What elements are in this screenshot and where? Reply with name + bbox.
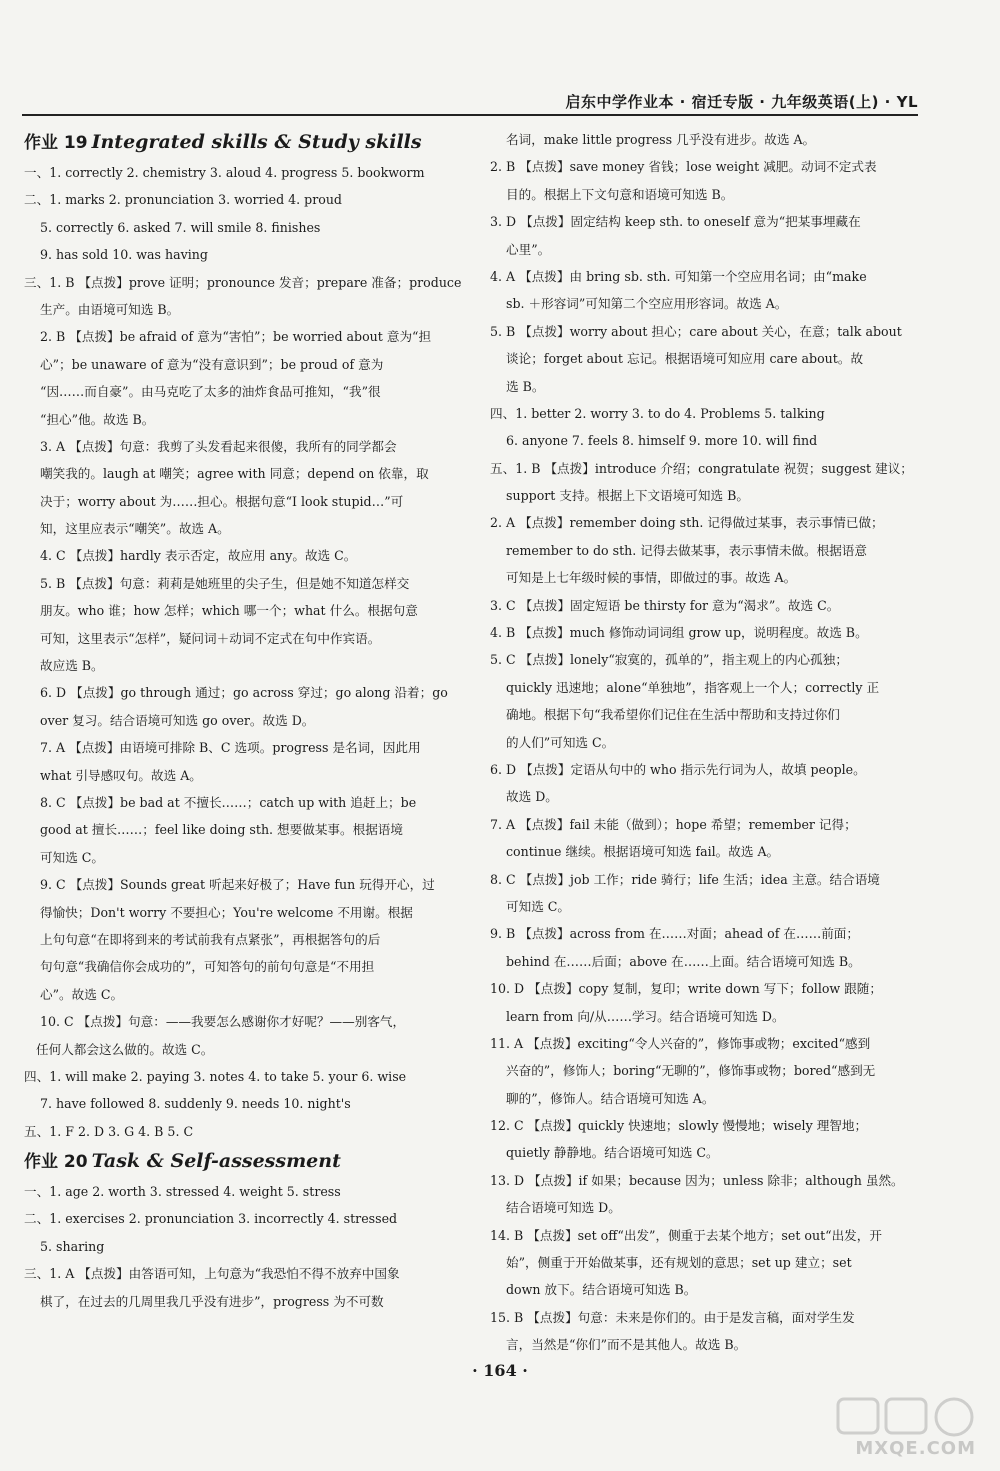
answer-line: 3. D 【点拨】固定结构 keep sth. to oneself 意为“把某事埋藏在 (490, 214, 861, 230)
answer-line: 14. B 【点拨】set off“出发”，侧重于去某个地方；set out“出发，开 (490, 1227, 882, 1243)
answer-line: 名词，make little progress 几乎没有进步。故选 A。 (506, 132, 816, 147)
section-number: 作业 19 (24, 133, 88, 153)
answer-line: 始”，侧重于开始做某事，还有规划的意思；set up 建立；set (506, 1255, 852, 1271)
answer-line: 7. A 【点拨】由语境可排除 B、C 选项。progress 是名词，因此用 (40, 740, 421, 756)
answer-line: 句句意“我确信你会成功的”，可知答句的前句句意是“不用担 (40, 959, 375, 975)
answer-line: 5. sharing (40, 1238, 105, 1254)
section-number: 作业 20 (24, 1152, 88, 1173)
answer-line: 6. D 【点拨】定语从句中的 who 指示先行词为人，故填 people。 (490, 761, 866, 777)
answer-line: 心里”。 (506, 241, 551, 257)
answer-line: what 引导感叹句。故选 A。 (40, 767, 202, 783)
answer-line: 结合语境可知选 D。 (506, 1200, 621, 1216)
answer-line: 12. C 【点拨】quickly 快速地；slowly 慢慢地；wisely 理智地； (490, 1118, 868, 1134)
answer-line: 三、1. B 【点拨】prove 证明；pronounce 发音；prepare 准备；produce (24, 274, 462, 290)
answer-line: 知，这里应表示“嘲笑”。故选 A。 (40, 521, 230, 537)
watermark-text: MXQE.COM (855, 1438, 976, 1459)
answer-line: learn from 向/从……学习。结合语境可知选 D。 (506, 1008, 785, 1024)
answer-line: 嘲笑我的。laugh at 嘲笑；agree with 同意；depend on 依靠，取 (40, 466, 429, 482)
answer-line: 言，当然是“你们”而不是其他人。故选 B。 (506, 1337, 747, 1353)
answer-line: 6. anyone 7. feels 8. himself 9. more 10. will find (506, 433, 818, 449)
answer-line: 二、1. marks 2. pronunciation 3. worried 4. proud (24, 192, 342, 208)
answer-line: sb. ＋形容词”可知第二个空应用形容词。故选 A。 (506, 296, 788, 312)
answer-line: 确地。根据下句“我希望你们记住在生活中帮助和支持过你们 (506, 707, 840, 723)
answer-line: 7. A 【点拨】fail 未能（做到）；hope 希望；remember 记得； (490, 816, 857, 832)
answer-line: 2. B 【点拨】save money 省钱；lose weight 减肥。动词不定式表 (490, 159, 877, 175)
answer-line: “担心”他。故选 B。 (40, 411, 155, 427)
answer-line: continue 继续。根据语境可知选 fail。故选 A。 (506, 844, 780, 860)
section-title: Integrated skills & Study skills (91, 131, 422, 153)
answer-line: 目的。根据上下文句意和语境可知选 B。 (506, 186, 734, 202)
answer-line: 2. B 【点拨】be afraid of 意为“害怕”；be worried about 意为“担 (40, 329, 432, 345)
answer-line: 6. D 【点拨】go through 通过；go across 穿过；go along 沿着；go (40, 685, 448, 701)
answer-line: 3. C 【点拨】固定短语 be thirsty for 意为“渴求”。故选 C。 (490, 597, 840, 613)
answer-line: 4. B 【点拨】much 修饰动词词组 grow up，说明程度。故选 B。 (490, 625, 868, 641)
answer-line: quietly 静静地。结合语境可知选 C。 (506, 1145, 719, 1161)
answer-line: behind 在……后面；above 在……上面。结合语境可知选 B。 (506, 953, 861, 969)
answer-line: 可知选 C。 (40, 849, 105, 865)
answer-line: 一、1. age 2. worth 3. stressed 4. weight 5. stress (24, 1184, 341, 1200)
section-title: Task & Self-assessment (91, 1150, 341, 1173)
answer-line: “因……而自豪”。由马克吃了太多的油炸食品可推知，“我”很 (40, 384, 381, 400)
answer-line: support 支持。根据上下文语境可知选 B。 (506, 488, 749, 504)
answer-line: 3. A 【点拨】句意：我剪了头发看起来很傻，我所有的同学都会 (40, 438, 397, 454)
answer-line: 10. D 【点拨】copy 复制，复印；write down 写下；follow 跟随； (490, 981, 882, 997)
answer-line: 15. B 【点拨】句意：未来是你们的。由于是发言稿，面对学生发 (490, 1309, 855, 1325)
answer-line: 四、1. will make 2. paying 3. notes 4. to take 5. your 6. wise (24, 1068, 407, 1084)
answer-line: 9. C 【点拨】Sounds great 听起来好极了；Have fun 玩得开心，过 (40, 877, 435, 893)
answer-line: 4. C 【点拨】hardly 表示否定，故应用 any。故选 C。 (40, 548, 357, 564)
answer-line: 棋了，在过去的几周里我几乎没有进步”，progress 为不可数 (40, 1293, 384, 1309)
answer-line: 谈论；forget about 忘记。根据语境可知应用 care about。故 (506, 351, 864, 367)
answer-line: 任何人都会这么做的。故选 C。 (36, 1041, 214, 1057)
answer-line: 故应选 B。 (40, 658, 104, 674)
answer-line: 得愉快；Don't worry 不要担心；You're welcome 不用谢。根据 (40, 904, 413, 920)
answer-line: 心”；be unaware of 意为“没有意识到”；be proud of 意为 (40, 356, 384, 372)
watermark-logo (830, 1395, 990, 1465)
answer-line: 2. A 【点拨】remember doing sth. 记得做过某事，表示事情已做； (490, 515, 884, 531)
page-header (22, 88, 918, 116)
answer-line: 四、1. better 2. worry 3. to do 4. Problems 5. talking (490, 405, 825, 421)
section-heading (24, 1145, 480, 1178)
answer-line: 5. correctly 6. asked 7. will smile 8. finishes (40, 219, 321, 235)
answer-line: 13. D 【点拨】if 如果；because 因为；unless 除非；although 虽然。 (490, 1172, 904, 1188)
answer-line: 心”。故选 C。 (40, 986, 124, 1002)
left-column (24, 126, 480, 1315)
answer-line: 兴奋的”，修饰人；boring“无聊的”，修饰事或物；bored“感到无 (506, 1063, 876, 1079)
answer-line: quickly 迅速地；alone“单独地”，指客观上一个人；correctly 正 (506, 679, 880, 695)
answer-line: 朋友。who 谁；how 怎样；which 哪一个；what 什么。根据句意 (40, 603, 418, 619)
answer-line: 生产。由语境可知选 B。 (40, 301, 180, 317)
answer-line: 5. B 【点拨】句意：莉莉是她班里的尖子生，但是她不知道怎样交 (40, 575, 410, 591)
answer-line: 5. C 【点拨】lonely“寂寞的，孤单的”，指主观上的内心孤独； (490, 652, 848, 668)
answer-line: 聊的”，修饰人。结合语境可知选 A。 (506, 1090, 715, 1106)
answer-line: 一、1. correctly 2. chemistry 3. aloud 4. progress 5. bookworm (24, 165, 425, 180)
answer-line: 可知是上七年级时候的事情，即做过的事。故选 A。 (506, 570, 797, 586)
answer-line: remember to do sth. 记得去做某事，表示事情未做。根据语意 (506, 542, 867, 558)
right-column (490, 126, 920, 1359)
section-heading (24, 126, 480, 159)
answer-line: 9. has sold 10. was having (40, 247, 208, 263)
page-number: · 164 · (472, 1361, 528, 1380)
answer-line: 的人们”可知选 C。 (506, 734, 615, 750)
answer-line: 五、1. F 2. D 3. G 4. B 5. C (24, 1123, 194, 1139)
answer-line: down 放下。结合语境可知选 B。 (506, 1282, 697, 1298)
answer-line: 可知，这里表示“怎样”，疑问词＋动词不定式在句中作宾语。 (40, 630, 381, 646)
answer-line: 10. C 【点拨】句意：——我要怎么感谢你才好呢？——别客气， (40, 1014, 406, 1030)
header-title: 启东中学作业本 · 宿迁专版 · 九年级英语(上) · YL (565, 93, 918, 111)
answer-line: 决于；worry about 为……担心。根据句意“I look stupid…”可 (40, 493, 404, 509)
answer-line: 7. have followed 8. suddenly 9. needs 10. night's (40, 1096, 351, 1112)
answer-line: 4. A 【点拨】由 bring sb. sth. 可知第一个空应用名词；由“make (490, 268, 867, 284)
answer-line: 上句句意“在即将到来的考试前我有点紧张”，再根据答句的后 (40, 931, 381, 947)
answer-line: 8. C 【点拨】be bad at 不擅长……；catch up with 追赶上；be (40, 794, 417, 810)
answer-line: good at 擅长……；feel like doing sth. 想要做某事。根据语境 (40, 822, 403, 838)
answer-line: 五、1. B 【点拨】introduce 介绍；congratulate 祝贺；suggest 建议； (490, 460, 913, 476)
answer-line: 三、1. A 【点拨】由答语可知，上句意为“我恐怕不得不放弃中国象 (24, 1266, 400, 1282)
answer-line: 选 B。 (506, 378, 545, 394)
answer-line: over 复习。结合语境可知选 go over。故选 D。 (40, 712, 315, 728)
answer-line: 二、1. exercises 2. pronunciation 3. incorrectly 4. stressed (24, 1211, 398, 1227)
answer-line: 8. C 【点拨】job 工作；ride 骑行；life 生活；idea 主意。结合语境 (490, 871, 880, 887)
answer-line: 5. B 【点拨】worry about 担心；care about 关心，在意；talk about (490, 323, 902, 339)
answer-line: 故选 D。 (506, 789, 558, 805)
answer-line: 9. B 【点拨】across from 在……对面；ahead of 在……前面； (490, 926, 859, 942)
answer-line: 可知选 C。 (506, 898, 571, 914)
answer-line: 11. A 【点拨】exciting“令人兴奋的”，修饰事或物；excited“感到 (490, 1035, 871, 1051)
